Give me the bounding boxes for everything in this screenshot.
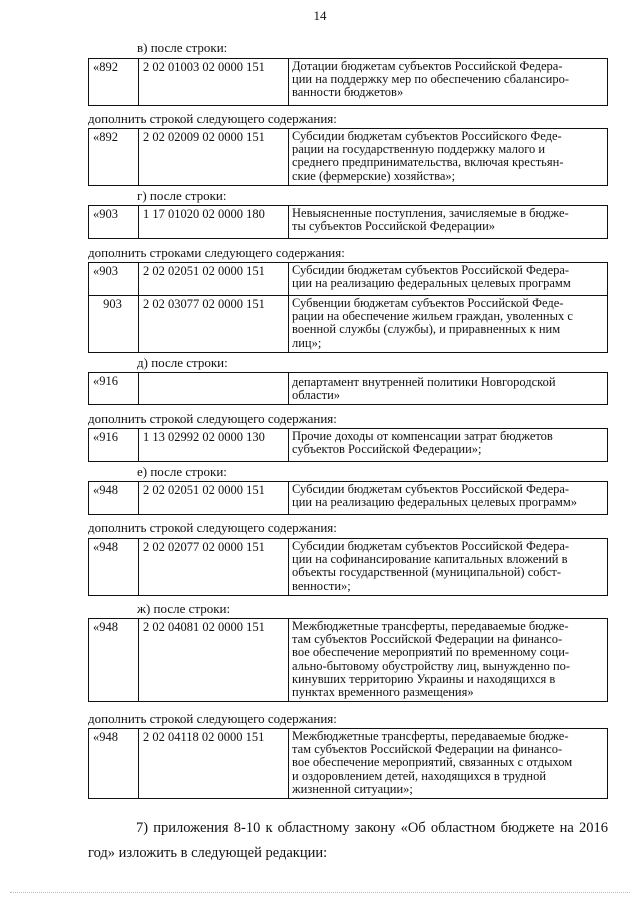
table-row [88, 58, 608, 106]
row-name: Прочие доходы от компенсации затрат бюджетов субъектов Российской Федерации»; [292, 429, 553, 457]
section-caption-add: дополнить строкой следующего содержания: [88, 111, 337, 126]
row-kbk: 2 02 03077 02 0000 151 [139, 296, 289, 352]
row-kbk: 2 02 02009 02 0000 151 [139, 129, 289, 185]
row-name: Субсидии бюджетам субъектов Российской Федера- ции на софинансирование капитальных вложений в объекты государственной (муниципальной) собст- венности»; [292, 539, 570, 593]
table-row [88, 262, 608, 296]
table-row [88, 728, 608, 799]
row-kbk: 1 13 02992 02 0000 130 [139, 429, 289, 461]
section-caption-zh: ж) после строки: [137, 601, 231, 616]
row-name: Субсидии бюджетам субъектов Российской Федера- ции на реализацию федеральных целевых программ» [292, 482, 578, 510]
row-kbk: 2 02 01003 02 0000 151 [139, 59, 289, 105]
row-name: Субвенции бюджетам субъектов Российской Феде- рации на обеспечение жильем граждан, уволенных с военной службы (службы), и приравненных к ним лиц»; [292, 296, 573, 350]
row-code: «903 [89, 263, 139, 295]
row-name: департамент внутренней политики Новгородской области» [292, 375, 556, 403]
table-row [88, 128, 608, 186]
paragraph-7: 7) приложения 8-10 к областному закону «Об областном бюджете на 2016 год» изложить в следующей редакции: [88, 820, 608, 861]
section-caption-add: дополнить строками следующего содержания: [88, 245, 345, 260]
section-caption-add: дополнить строкой следующего содержания: [88, 411, 337, 426]
row-name: Невыясненные поступления, зачисляемые в бюдже- ты субъектов Российской Федерации» [292, 206, 569, 234]
row-code: «948 [89, 539, 139, 595]
row-name: Субсидии бюджетам субъектов Российской Федера- ции на реализацию федеральных целевых программ [292, 263, 571, 291]
section-caption-g: г) после строки: [137, 188, 227, 203]
section-caption-d: д) после строки: [137, 355, 228, 370]
row-name: Дотации бюджетам субъектов Российской Федера- ции на поддержку мер по обеспечению сбалансиро- ванности бюджетов» [292, 59, 570, 100]
table-row [88, 205, 608, 239]
section-caption-v: в) после строки: [137, 40, 228, 55]
row-code: «903 [89, 206, 139, 238]
section-caption-e: е) после строки: [137, 464, 227, 479]
table-row [88, 538, 608, 596]
row-code: «916 [89, 373, 139, 404]
row-name: Субсидии бюджетам субъектов Российского Феде- рации на государственную поддержку малого и среднего предпринимательства, включая крестьян- ские (фермерские) хозяйства»; [292, 129, 564, 183]
table-row [88, 481, 608, 515]
page-number: 14 [313, 8, 327, 23]
row-kbk: 2 02 02051 02 0000 151 [139, 482, 289, 514]
row-name: Межбюджетные трансферты, передаваемые бюдже- там субъектов Российской Федерации на финансо- вое обеспечение мероприятий по временному соци- ально-бытовому обустройству лиц, вынужденно по- кинувших территорию Украины и находящихся в пунктах временного размещения» [292, 619, 571, 700]
row-code: «916 [89, 429, 139, 461]
row-kbk: 2 02 02077 02 0000 151 [139, 539, 289, 595]
section-caption-add: дополнить строкой следующего содержания: [88, 711, 337, 726]
row-name: Межбюджетные трансферты, передаваемые бюдже- там субъектов Российской Федерации на финансо- вое обеспечение мероприятий, связанных с отдыхом и оздоровлением детей, находящихся в трудной жизненной ситуации»; [292, 729, 573, 796]
row-code: «948 [89, 619, 139, 701]
row-kbk [139, 373, 289, 404]
row-kbk: 1 17 01020 02 0000 180 [139, 206, 289, 238]
table-row [88, 618, 608, 702]
table-row [88, 428, 608, 462]
row-code: 903 [89, 296, 139, 352]
table-row [88, 372, 608, 405]
row-code: «948 [89, 482, 139, 514]
row-kbk: 2 02 02051 02 0000 151 [139, 263, 289, 295]
row-kbk: 2 02 04118 02 0000 151 [139, 729, 289, 798]
row-code: «892 [89, 129, 139, 185]
row-code: «892 [89, 59, 139, 105]
row-code: «948 [89, 729, 139, 798]
section-caption-add: дополнить строкой следующего содержания: [88, 520, 337, 535]
scan-noise-line [10, 892, 630, 894]
table-row [88, 295, 608, 353]
row-kbk: 2 02 04081 02 0000 151 [139, 619, 289, 701]
